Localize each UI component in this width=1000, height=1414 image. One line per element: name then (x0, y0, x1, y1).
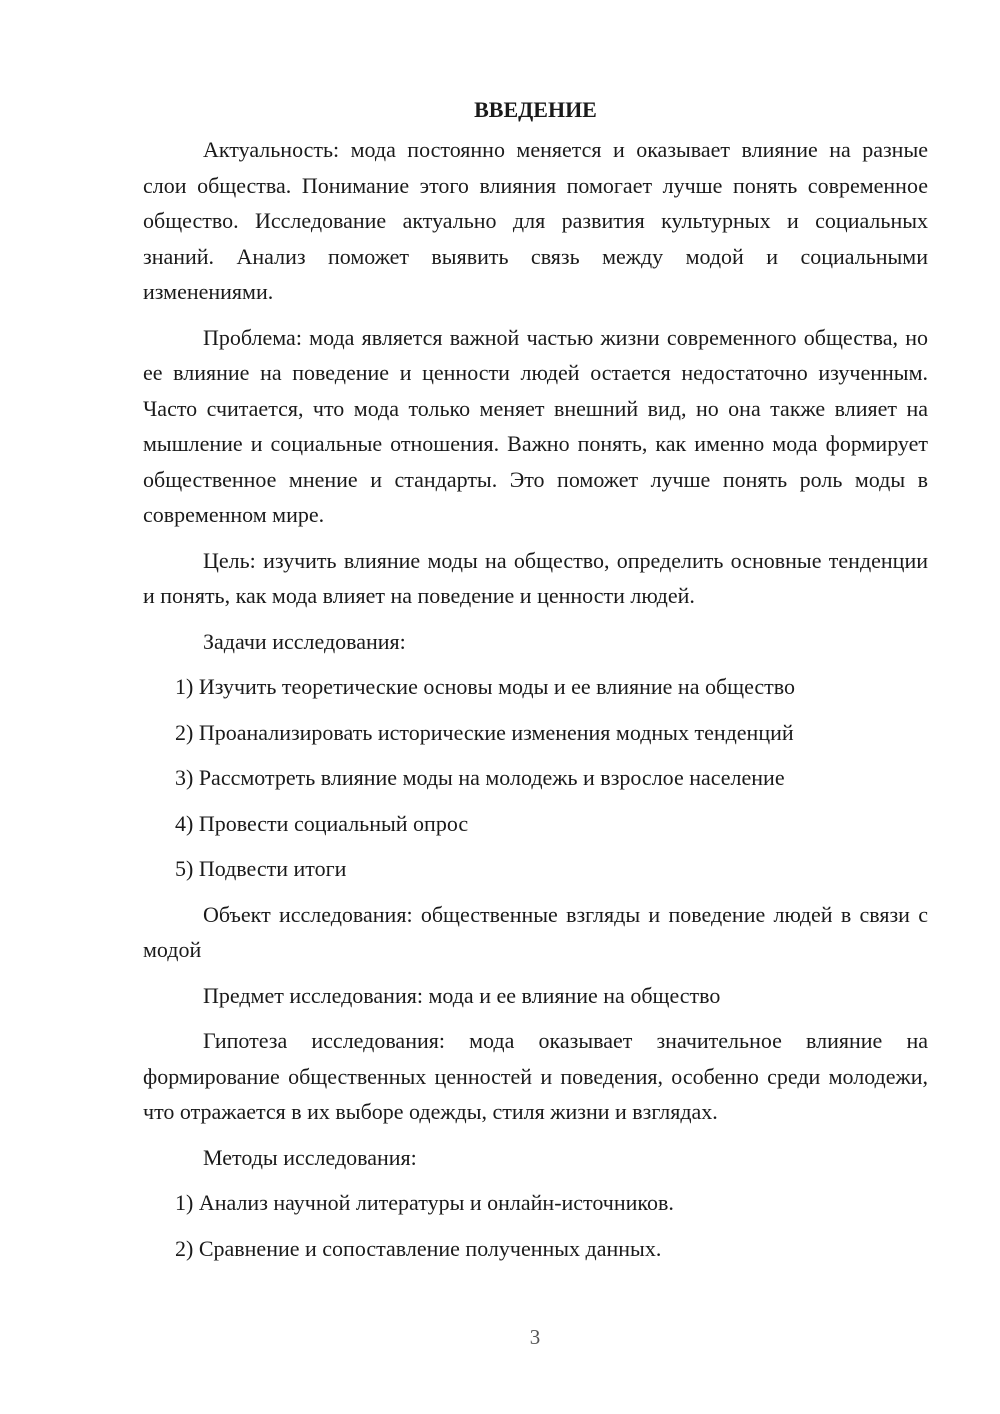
method-item: 2) Сравнение и сопоставление полученных данных. (175, 1235, 662, 1261)
page-content (143, 90, 928, 1276)
problem-paragraph: Проблема: мода является важной частью жизни современного общества, но ее влияние на поведение и ценности людей остается недостаточно изученным. Часто считается, что мода только меняет внешний вид, но она также влияет на мышление и социальные отношения. Важно понять, как именно мода формирует общественное мнение и стандарты. Это поможет лучше понять роль моды в современном мире. (143, 324, 928, 527)
object-paragraph: Объект исследования: общественные взгляды и поведение людей в связи с модой (143, 901, 928, 962)
tasks-heading: Задачи исследования: (203, 628, 406, 654)
method-item: 1) Анализ научной литературы и онлайн-источников. (175, 1190, 674, 1215)
hypothesis-paragraph: Гипотеза исследования: мода оказывает значительное влияние на формирование общественных ценностей и поведения, особенно среди молодежи, что отражается в их выборе одежды, стиля жизни и взглядах. (143, 1028, 928, 1124)
task-item: 2) Проанализировать исторические изменения модных тенденций (175, 719, 794, 745)
relevance-paragraph: Актуальность: мода постоянно меняется и оказывает влияние на разные слои общества. Понимание этого влияния помогает лучше понять современное общество. Исследование актуально для развития культурных и социальных знаний. Анализ поможет выявить связь между модой и социальными изменениями. (143, 137, 928, 304)
methods-heading: Методы исследования: (203, 1144, 417, 1170)
task-item: 5) Подвести итоги (175, 856, 347, 881)
page-number: 3 (529, 1325, 541, 1349)
task-item: 4) Провести социальный опрос (175, 810, 469, 836)
task-item: 3) Рассмотреть влияние моды на молодежь и взрослое население (175, 765, 785, 790)
goal-paragraph: Цель: изучить влияние моды на общество, определить основные тенденции и понять, как мода влияет на поведение и ценности людей. (143, 547, 928, 608)
task-item: 1) Изучить теоретические основы моды и ее влияние на общество (175, 674, 796, 699)
subject-paragraph: Предмет исследования: мода и ее влияние на общество (203, 982, 721, 1008)
section-title: ВВЕДЕНИЕ (474, 97, 597, 122)
